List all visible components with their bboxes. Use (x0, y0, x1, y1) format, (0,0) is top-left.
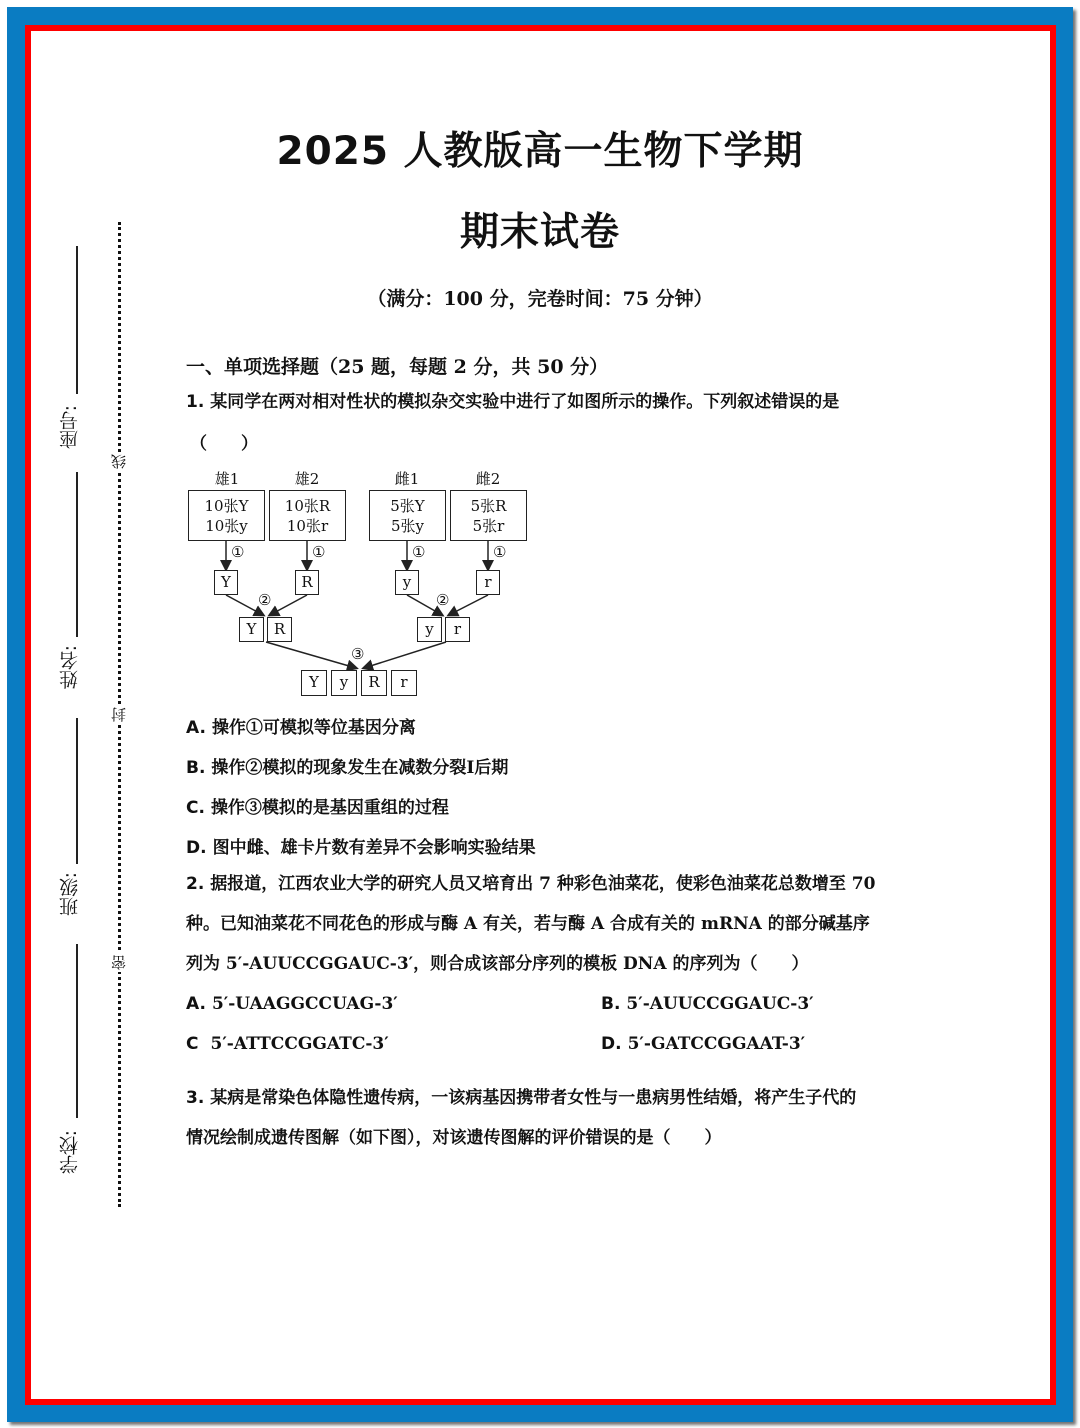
seal-char-secret: 密 (110, 955, 128, 970)
step-mark: ② (258, 591, 272, 609)
step-mark: ① (493, 543, 507, 561)
picked-card: y (395, 570, 419, 595)
question-text: 据报道，江西农业大学的研究人员又培育出 7 种彩色油菜花，使彩色油菜花总数增至 70 (210, 874, 876, 894)
question-3 (186, 1078, 906, 1158)
group-label: 雌2 (475, 470, 501, 488)
option-label: D. (186, 838, 207, 858)
option-label: C. (186, 798, 205, 818)
option-a[interactable] (186, 713, 416, 738)
option-label: B. (601, 994, 621, 1014)
step-mark: ① (231, 543, 245, 561)
option-text: 操作①可模拟等位基因分离 (211, 718, 416, 738)
final-card: y (331, 670, 357, 696)
card-box: 5张R 5张r (450, 490, 527, 541)
option-d[interactable] (601, 1034, 805, 1054)
final-card: r (391, 670, 417, 696)
option-d[interactable] (186, 833, 536, 858)
option-label: C (186, 1034, 199, 1054)
picked-card: r (476, 570, 500, 595)
simulation-diagram (186, 465, 531, 705)
seal-char-line: 线 (110, 454, 128, 469)
option-b[interactable] (186, 753, 508, 778)
class-line (76, 944, 78, 1118)
question-2 (186, 864, 906, 984)
step-mark: ③ (351, 645, 365, 663)
class-label: 班级: (59, 872, 81, 917)
question-1 (186, 382, 906, 422)
question-number: 1. (186, 392, 205, 412)
option-label: B. (186, 758, 206, 778)
option-text: 5′-GATCCGGAAT-3′ (627, 1034, 806, 1054)
option-text: 5′-AUUCCGGAUC-3′ (626, 994, 814, 1014)
picked-card: Y (214, 570, 238, 595)
step-mark: ① (412, 543, 426, 561)
question-text: 种。已知油菜花不同花色的形成与酶 A 有关，若与酶 A 合成有关的 mRNA 的部分碱基序 (186, 914, 870, 934)
school-label: 学校: (59, 1130, 81, 1175)
option-label: D. (601, 1034, 622, 1054)
question-text: 某病是常染色体隐性遗传病，一该病基因携带者女性与一患病男性结婚，将产生子代的 (210, 1088, 857, 1108)
group-label: 雄2 (294, 470, 320, 488)
option-a[interactable] (186, 994, 398, 1014)
group-label: 雌1 (394, 470, 420, 488)
combo-card: y (417, 617, 442, 642)
question-number: 3. (186, 1088, 205, 1108)
picked-card: R (295, 570, 319, 595)
option-label: A. (186, 718, 206, 738)
combo-card: Y (239, 617, 264, 642)
combo-card: R (267, 617, 292, 642)
question-number: 2. (186, 874, 205, 894)
section-heading: 一、单项选择题（25 题，每题 2 分，共 50 分） (186, 356, 609, 378)
seat-line (76, 246, 78, 394)
option-text: 操作②模拟的现象发生在减数分裂Ⅰ后期 (211, 758, 509, 778)
final-card: Y (301, 670, 327, 696)
seat-label: 座号: (59, 405, 81, 450)
option-c[interactable] (186, 793, 449, 818)
option-text: 图中雌、雄卡片数有差异不会影响实验结果 (212, 838, 536, 858)
question-text: 情况绘制成遗传图解（如下图），对该遗传图解的评价错误的是（ ） (186, 1128, 722, 1148)
option-label: A. (186, 994, 206, 1014)
card-box: 5张Y 5张y (369, 490, 446, 541)
step-mark: ① (312, 543, 326, 561)
option-c[interactable] (186, 1034, 389, 1054)
exam-title: 2025 人教版高一生物下学期 (276, 129, 804, 174)
option-b[interactable] (601, 994, 814, 1014)
option-text: 操作③模拟的是基因重组的过程 (210, 798, 449, 818)
card-box: 10张R 10张r (269, 490, 346, 541)
answer-blank: （ ） (190, 434, 258, 454)
seal-char-seal: 封 (110, 707, 128, 722)
name-label: 姓名: (59, 645, 81, 690)
name-line (76, 718, 78, 864)
question-text: 列为 5′-AUUCCGGAUC-3′，则合成该部分序列的模板 DNA 的序列为（ ） (186, 954, 809, 974)
name-line-upper (76, 472, 78, 637)
option-text: 5′-ATTCCGGATC-3′ (210, 1034, 389, 1054)
step-mark: ② (436, 591, 450, 609)
exam-info: （满分：100 分，完卷时间：75 分钟） (367, 288, 713, 310)
question-text: 某同学在两对相对性状的模拟杂交实验中进行了如图所示的操作。下列叙述错误的是 (210, 392, 840, 412)
exam-title-line2: 期末试卷 (459, 210, 620, 255)
final-card: R (361, 670, 387, 696)
group-label: 雄1 (214, 470, 240, 488)
card-box: 10张Y 10张y (188, 490, 265, 541)
combo-card: r (445, 617, 470, 642)
option-text: 5′-UAAGGCCUAG-3′ (211, 994, 398, 1014)
